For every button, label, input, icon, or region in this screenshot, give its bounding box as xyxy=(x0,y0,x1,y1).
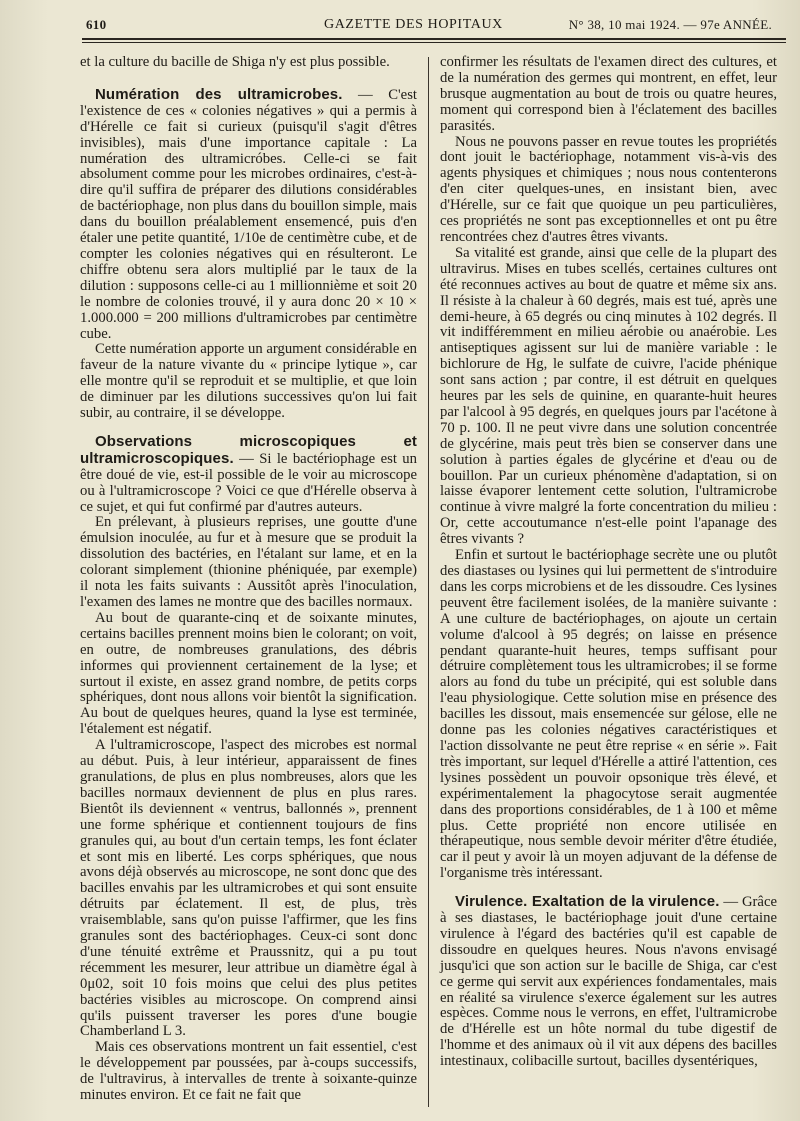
paragraph: Enfin et surtout le bactériophage secrète une ou plutôt des diastases ou lysines qui lui permettent de s'introduire dans les corps microbiens et de les dissoudre. Ces lysines peuvent être facilement isolées, de la manière suivante : A une culture de bactériophages, on ajoute un certain volume d'alcool à 95 degrés; on laisse en présence pendant quarante-huit heures, temps suffisant pour détruire complètement tous les ultramicrobes; il se forme alors au fond du tube un précipité, qui est soluble dans l'eau physiologique. Cette solution mise en présence des bacilles les dissout, mais ensemencée sur gélose, elle ne donne pas les colonies négatives caractéristiques et l'action dissolvante ne peut être reprise « en série ». Fait très important, sur lequel d'Hérelle a attiré l'attention, ces lysines possèdent un pouvoir opsonique très élevé, et expérimentalement la phagocytose serait augmentée dans des proportions considérables, de 1 à 100 et même plus. Cette propriété non encore utilisée en thérapeutique, nous semble devoir mériter d'être étudiée, car il peut y avoir là un moyen adjuvant de la défense de l'organisme très intéressant. xyxy=(440,547,777,882)
paragraph xyxy=(440,894,777,1070)
section-heading: Observations microscopiques et ultramicroscopiques. xyxy=(80,432,417,467)
paragraph: Au bout de quarante-cinq et de soixante minutes, certains bacilles prennent moins bien le colorant; on voit, en outre, de nombreuses granulations, des débris informes qui proviennent certainement de la lyse; et surtout il existe, en assez grand nombre, de petits corps sphériques, dont nous allons voir bientôt la signification. Au bout de quelques heures, quand la lyse est terminée, l'étalement est négatif. xyxy=(80,609,417,738)
paragraph-text: — Si le bactériophage est un être doué de vie, est-il possible de le voir au microscope ou à l'ultramicroscope ? Voici ce que d'Hérelle observa à ce sujet, et qui fut confirmé par d'autres auteurs. xyxy=(80,450,417,515)
paragraph: Nous ne pouvons passer en revue toutes les propriétés dont jouit le bactériophage, notamment vis-à-vis des agents physiques et chimiques ; nous nous contenterons d'en citer quelques-unes, en insistant bien, avec d'Hérelle, sur ce fait que quoique un peu particulières, ces propriétés ne sont pas exceptionnelles et ont pu être rencontrées chez d'autres êtres vivants. xyxy=(440,133,777,245)
paragraph: A l'ultramicroscope, l'aspect des microbes est normal au début. Puis, à leur intérieur, apparaissent de fines granulations, de plus en plus nombreuses, alors que les bacilles normaux deviennent de plus en plus rares. Bientôt ils deviennent « ventrus, ballonnés », prennent une forme sphérique et contiennent toujours de fins granules qui, au bout d'un certain temps, les font éclater et sont mis en liberté. Les corps sphériques, que nous avons déjà observés au microscope, ne sont donc que des bacilles envahis par les ultramicrobes et qui sont ensuite détruits par éclatement. Il est, de plus, très vraisemblable, sans qu'on puisse l'affirmer, que les fins granules sont des bactériophages. Ceux-ci sont donc d'une ténuité extrême et Praussnitz, qui a pu tout récemment les mesurer, leur attribue un diamètre égal à 0μ02, soit 10 fois moins que celui des plus petites bactéries visibles au microscope. On comprend ainsi qu'ils puissent traverser les pores d'une bougie Chamberland L 3. xyxy=(80,737,417,1040)
paragraph: Mais ces observations montrent un fait essentiel, c'est le développement par poussées, par à-coups successifs, de l'ultravirus, à intervalles de trente à soixante-quinze minutes environ. Et ce fait ne fait que xyxy=(80,1039,417,1104)
section-heading: Virulence. Exaltation de la virulence. xyxy=(455,893,720,911)
paragraph: En prélevant, à plusieurs reprises, une goutte d'une émulsion inoculée, au fur et à mesure que se produit la dissolution des bactéries, en l'étalant sur lame, et en la colorant simplement (thionine phéniquée, par exemple) il nota les faits suivants : Aussitôt après l'inoculation, l'examen des lames ne montre que des bacilles normaux. xyxy=(80,514,417,610)
paragraph-text: — Grâce à ses diastases, le bactériophage jouit d'une certaine virulence à l'égard des bactéries qu'il est capable de dissoudre en quelques heures. Nous n'avons envisagé jusqu'ici que son action sur le bacille de Shiga, car c'est ce germe qui servit aux expériences fondamentales, mais en réalité sa virulence s'exerce également sur les autres espèces. Comme nous le verrons, en effet, l'ultramicrobe de d'Hérelle est un hôte normal du tube digestif de l'homme et des animaux où il vit aux dépens des bacilles intestinaux, colibacille surtout, bacilles dysentériques, xyxy=(440,894,777,1070)
paragraph: confirmer les résultats de l'examen direct des cultures, et de la numération des germes qui montrent, en effet, leur brusque augmentation au bout de trois ou quatre heures, moment qui correspond bien à l'éclatement des bacilles parasités. xyxy=(440,54,777,134)
paragraph xyxy=(80,434,417,516)
paragraph xyxy=(80,87,417,343)
issue-info: N° 38, 10 mai 1924. — 97e ANNÉE. xyxy=(568,17,772,32)
paragraph: Sa vitalité est grande, ainsi que celle de la plupart des ultravirus. Mises en tubes scellés, certaines cultures ont été reconnues actives au bout de quatre et même six ans. Il résiste à la chaleur à 60 degrés, mais est tué, après une demi-heure, à 65 degrés ou cinq minutes à 102 degrés. Il vit indifféremment en milieu aérobie ou anaérobie. Les antiseptiques agissent sur lui de manière variable : le bichlorure de Hg, le sulfate de cuivre, l'acide phénique sont sans action ; par contre, il est détruit en quelques heures par les sels de quinine, en quarante-huit heures par l'alcool à 95 degrés, en quelques jours par l'acétone à 70 p. 100. Il ne peut vivre dans une solution concentrée de glycérine, mais peut très bien se conserver dans une solution à parties égales de glycérine et d'eau ou de bouillon. Par un curieux phénomène d'adaptation, si on laisse évaporer lentement cette solution, l'ultramicrobe continue à vivre malgré la forte concentration du milieu : Or, cette accoutumance n'est-elle point l'apanage des êtres vivants ? xyxy=(440,244,777,548)
paragraph: Cette numération apporte un argument considérable en faveur de la nature vivante du « principe lytique », car elle montre qu'il se reproduit et se multiplie, et que loin de diminuer par les dilutions successives qu'on lui fait subir, au contraire, il se développe. xyxy=(80,341,417,422)
paragraph-text: — C'est l'existence de ces « colonies négatives » qui a permis à d'Hérelle ce fait si curieux (puisqu'il s'agit d'êtres invisibles), mais d'une importance capitale : La numération des ultramicróbes. Celle-ci se fait absolument comme pour les microbes ordinaires, c'est-à-dire qu'il suffira de préparer des dilutions considérables de bactériophage, non plus dans du bouillon simple, mais dans du bouillon préalablement ensemencé, puis d'en étaler une petite quantité, 1/10e de centimètre cube, et de compter les colonies négatives qui en résulteront. Le chiffre obtenu sera alors multiplié par le taux de la dilution : supposons celle-ci au 1 millionnième et soit 20 le nombre de colonies trouvé, il y aura donc 20 × 10 × 1.000.000 = 200 millions d'ultramicrobes par centimètre cube. xyxy=(80,86,417,342)
paragraph: et la culture du bacille de Shiga n'y est plus possible. xyxy=(80,54,390,70)
right-column xyxy=(429,55,777,1117)
header-rule xyxy=(82,38,786,43)
section-heading: Numération des ultramicrobes. xyxy=(95,85,343,103)
page-header xyxy=(64,0,786,38)
page-number: 610 xyxy=(86,17,107,32)
left-column xyxy=(80,55,428,1117)
journal-title: GAZETTE DES HOPITAUX xyxy=(324,17,503,32)
article-columns xyxy=(80,55,784,1117)
